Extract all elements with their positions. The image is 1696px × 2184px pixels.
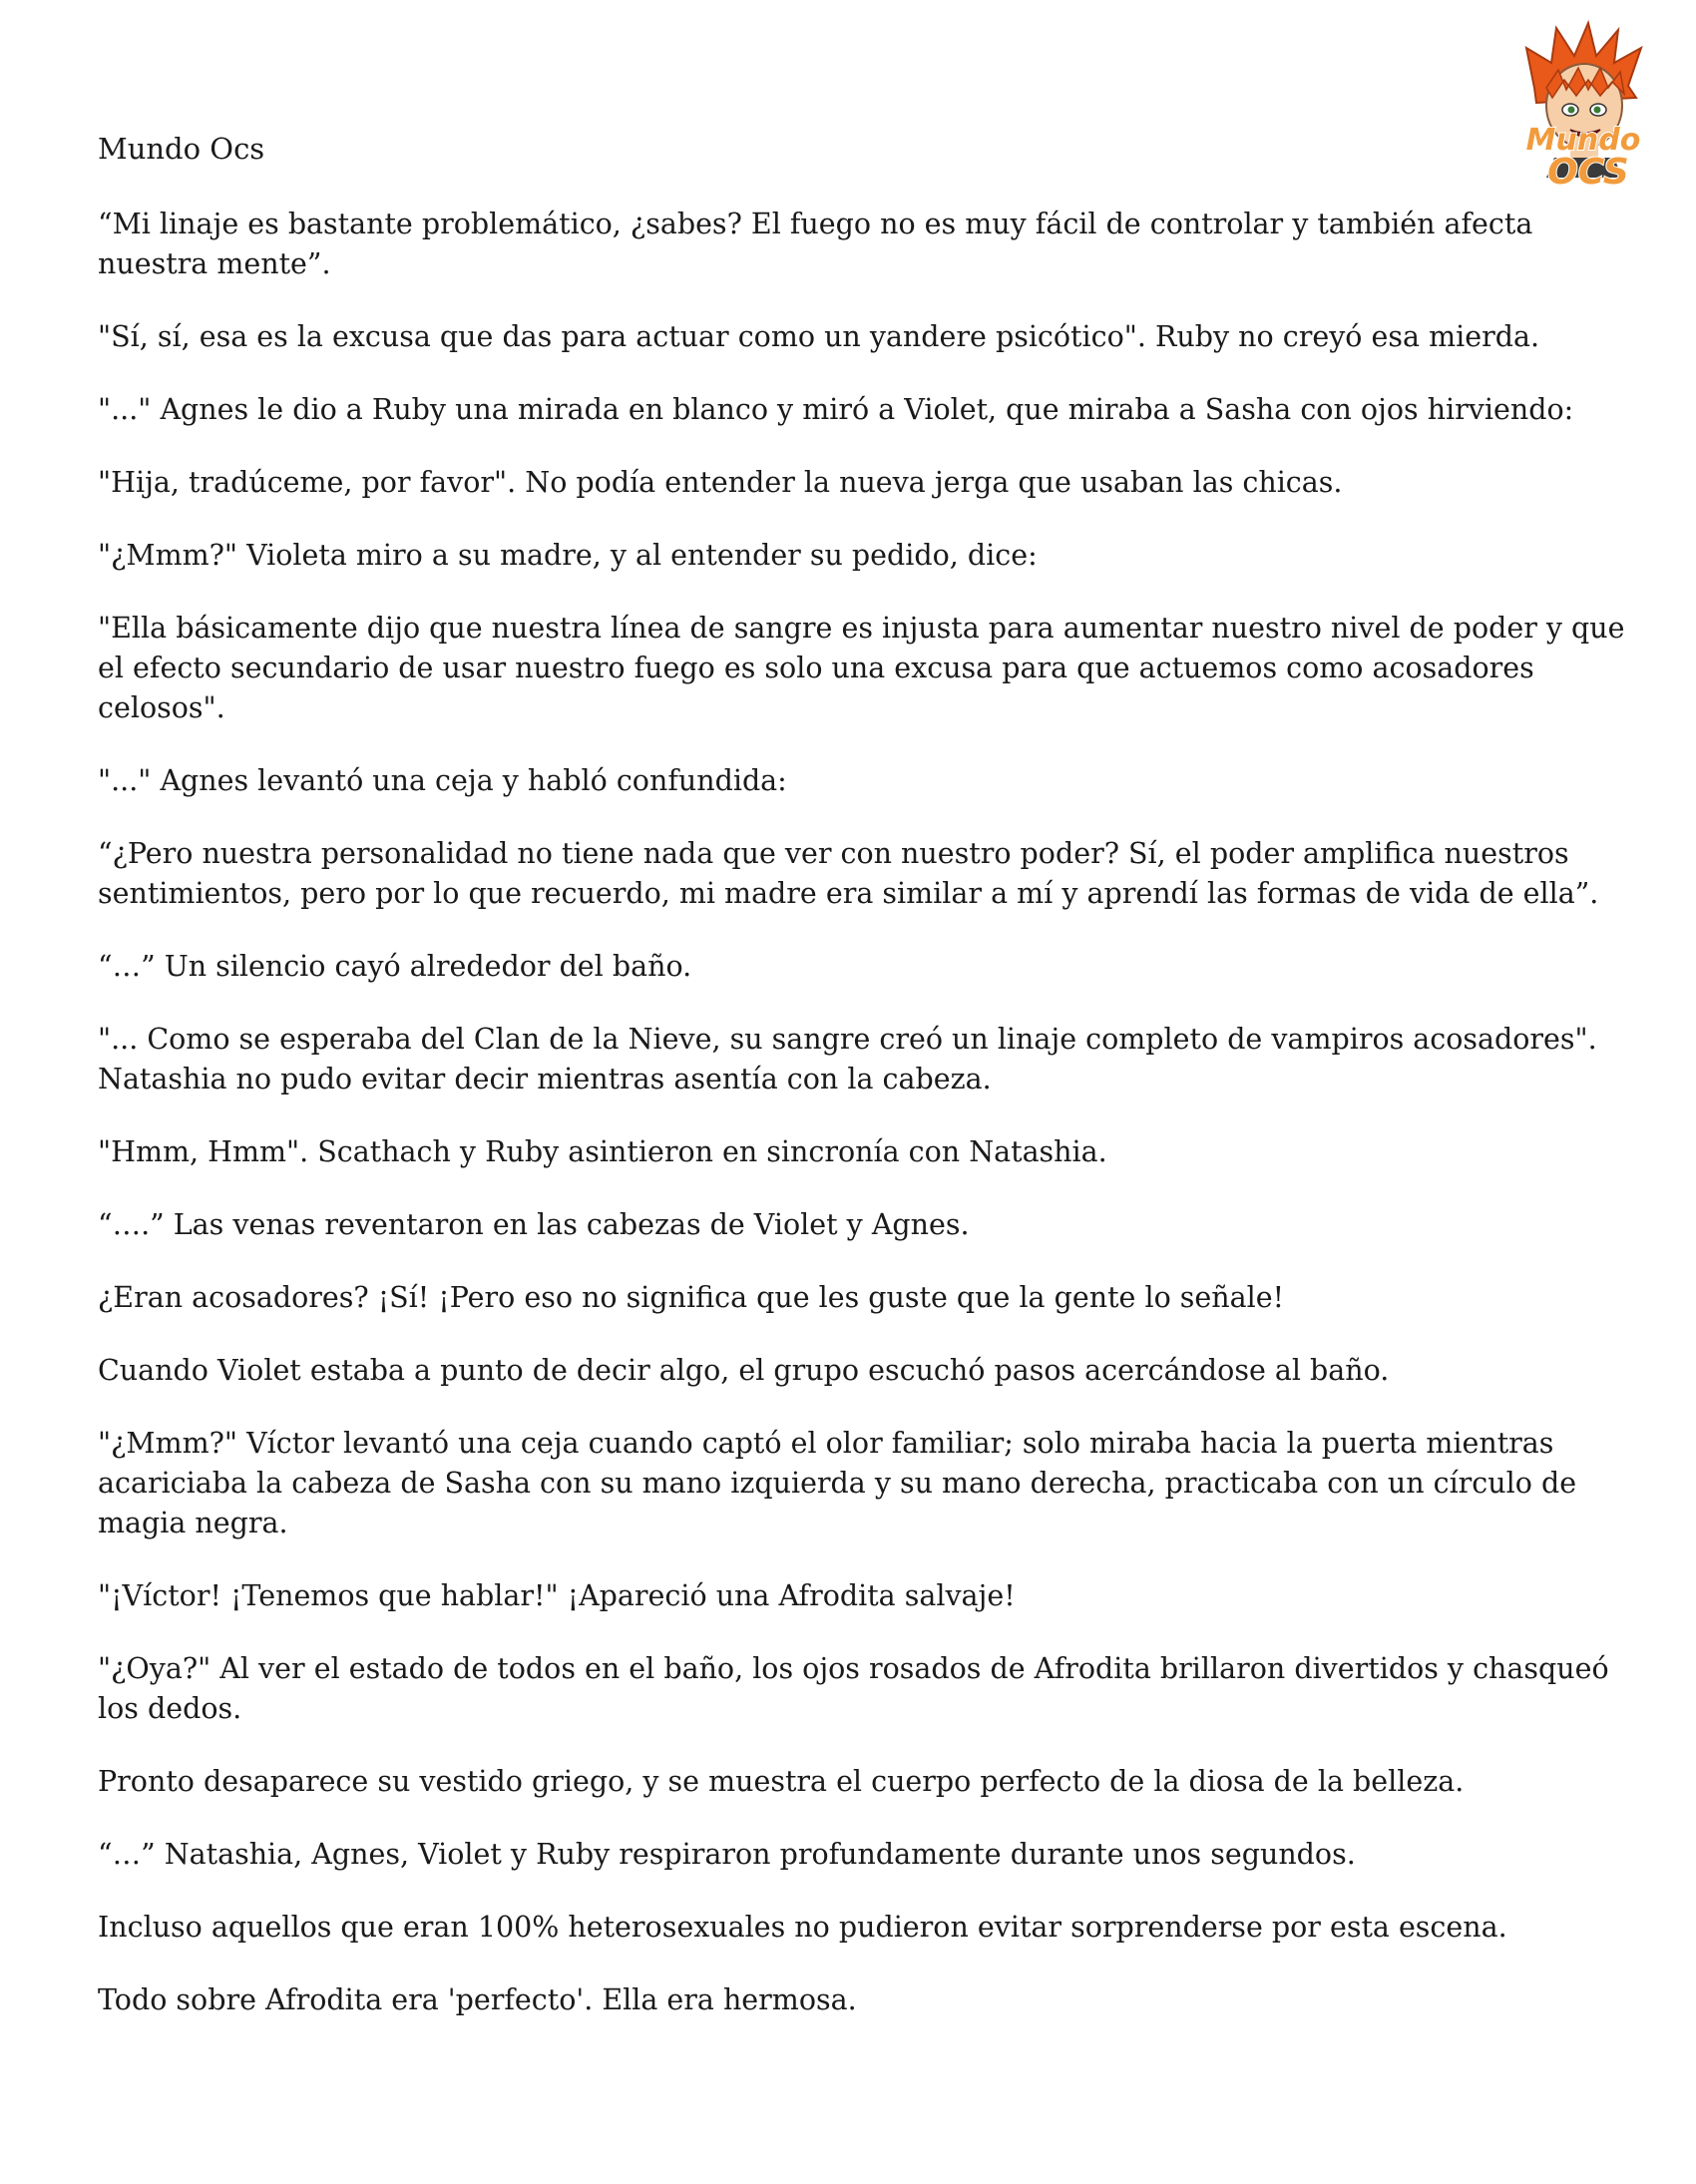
mundo-ocs-logo-icon: [1496, 18, 1671, 193]
paragraph: Pronto desaparece su vestido griego, y se muestra el cuerpo perfecto de la diosa de la belleza.: [98, 1765, 1465, 1798]
paragraph: Todo sobre Afrodita era 'perfecto'. Ella era hermosa.: [98, 1983, 857, 2016]
paragraph: "Ella básicamente dijo que nuestra línea de sangre es injusta para aumentar nuestro nivel de poder y que el efecto secundario de usar nuestro fuego es solo una excusa para que actuemos como acosadores celosos".: [98, 612, 1625, 724]
paragraph: “…” Natashia, Agnes, Violet y Ruby respiraron profundamente durante unos segundos.: [98, 1838, 1356, 1871]
paragraph: ¿Eran acosadores? ¡Sí! ¡Pero eso no significa que les guste que la gente lo señale!: [98, 1281, 1285, 1314]
paragraph: "..." Agnes le dio a Ruby una mirada en blanco y miró a Violet, que miraba a Sasha con ojos hirviendo:: [98, 393, 1574, 426]
paragraph: "Sí, sí, esa es la excusa que das para actuar como un yandere psicótico". Ruby no creyó esa mierda.: [98, 320, 1539, 353]
paragraph: "Hmm, Hmm". Scathach y Ruby asintieron en sincronía con Natashia.: [98, 1135, 1107, 1168]
paragraph: "¿Mmm?" Violeta miro a su madre, y al entender su pedido, dice:: [98, 539, 1038, 572]
paragraph: Cuando Violet estaba a punto de decir algo, el grupo escuchó pasos acercándose al baño.: [98, 1354, 1390, 1387]
paragraph: "..." Agnes levantó una ceja y habló confundida:: [98, 764, 787, 797]
paragraph: "¿Mmm?" Víctor levantó una ceja cuando captó el olor familiar; solo miraba hacia la puerta mientras acariciaba la cabeza de Sasha con su mano izquierda y su mano derecha, practicaba con un círculo de magia negra.: [98, 1427, 1577, 1539]
paragraph: "... Como se esperaba del Clan de la Nieve, su sangre creó un linaje completo de vampiros acosadores". Natashia no pudo evitar decir mientras asentía con la cabeza.: [98, 1023, 1597, 1095]
paragraph: "¿Oya?" Al ver el estado de todos en el baño, los ojos rosados de Afrodita brillaron divertidos y chasqueó los dedos.: [98, 1652, 1609, 1725]
logo-text-line1: Mundo: [1525, 123, 1641, 158]
paragraph: “¿Pero nuestra personalidad no tiene nada que ver con nuestro poder? Sí, el poder amplifica nuestros sentimientos, pero por lo que recuerdo, mi madre era similar a mí y aprendí las formas de vida de ella”.: [98, 837, 1599, 910]
paragraph: “Mi linaje es bastante problemático, ¿sabes? El fuego no es muy fácil de controlar y también afecta nuestra mente”.: [98, 208, 1533, 280]
logo-text-line2: OCS: [1547, 152, 1629, 193]
document-body: [98, 205, 1634, 2053]
paragraph: “….” Las venas reventaron en las cabezas de Violet y Agnes.: [98, 1208, 970, 1241]
paragraph: "Hija, tradúceme, por favor". No podía entender la nueva jerga que usaban las chicas.: [98, 466, 1343, 499]
paragraph: Incluso aquellos que eran 100% heterosexuales no pudieron evitar sorprenderse por esta escena.: [98, 1911, 1507, 1944]
paragraph: "¡Víctor! ¡Tenemos que hablar!" ¡Apareció una Afrodita salvaje!: [98, 1579, 1016, 1612]
document-header-title: Mundo Ocs: [98, 132, 265, 166]
paragraph: “…” Un silencio cayó alrededor del baño.: [98, 950, 692, 983]
